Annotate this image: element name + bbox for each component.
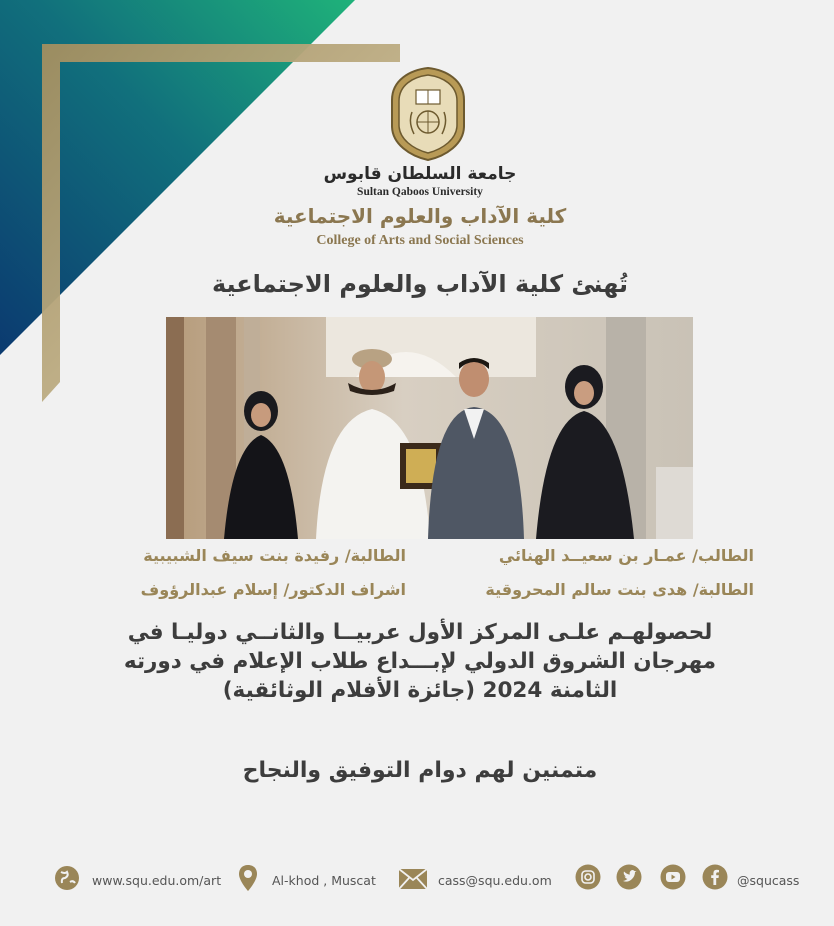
- youtube-icon[interactable]: [660, 864, 686, 890]
- contact-footer: [0, 864, 834, 894]
- location-text: Al-khod , Muscat: [272, 873, 376, 888]
- achievement-line-2: مهرجان الشروق الدولي لإبـــداع طلاب الإعلام في دورته: [123, 649, 717, 674]
- recipient-name-3: الطالبة/ هدى بنت سالم المحروقية: [485, 580, 754, 599]
- wishes-text: متمنين لهم دوام التوفيق والنجاح: [242, 758, 598, 783]
- college-name-arabic: كلية الآداب والعلوم الاجتماعية: [273, 204, 567, 228]
- supervisor-name: اشراف الدكتور/ إسلام عبدالرؤوف: [140, 580, 406, 599]
- social-handle[interactable]: @squcass: [737, 873, 800, 888]
- location-pin-icon: [238, 864, 258, 892]
- achievement-line-1: لحصولهـم علـى المركز الأول عربيــا والثانــي دوليـا في: [127, 620, 713, 645]
- congratulations-heading: تُهنئ كلية الآداب والعلوم الاجتماعية: [211, 270, 629, 298]
- university-emblem-logo: [388, 66, 468, 162]
- facebook-icon[interactable]: [702, 864, 728, 890]
- instagram-icon[interactable]: [575, 864, 601, 890]
- recipient-name-1: الطالب/ عمـار بن سعيــد الهنائي: [498, 546, 754, 565]
- university-name-arabic: جامعة السلطان قابوس: [323, 164, 517, 184]
- award-photo: [166, 317, 693, 539]
- college-name-english: College of Arts and Social Sciences: [316, 233, 524, 248]
- twitter-icon[interactable]: [616, 864, 642, 890]
- recipient-name-2: الطالبة/ رفيدة بنت سيف الشبيبية: [143, 546, 406, 565]
- email-link[interactable]: cass@squ.edu.om: [438, 873, 552, 888]
- website-link[interactable]: www.squ.edu.om/art: [92, 873, 222, 888]
- envelope-icon: [398, 868, 428, 890]
- achievement-line-3: الثامنة 2024 (جائزة الأفلام الوثائقية): [222, 678, 618, 703]
- university-name-english: Sultan Qaboos University: [357, 186, 483, 198]
- achievement-text: [80, 618, 760, 705]
- globe-icon: [53, 864, 81, 892]
